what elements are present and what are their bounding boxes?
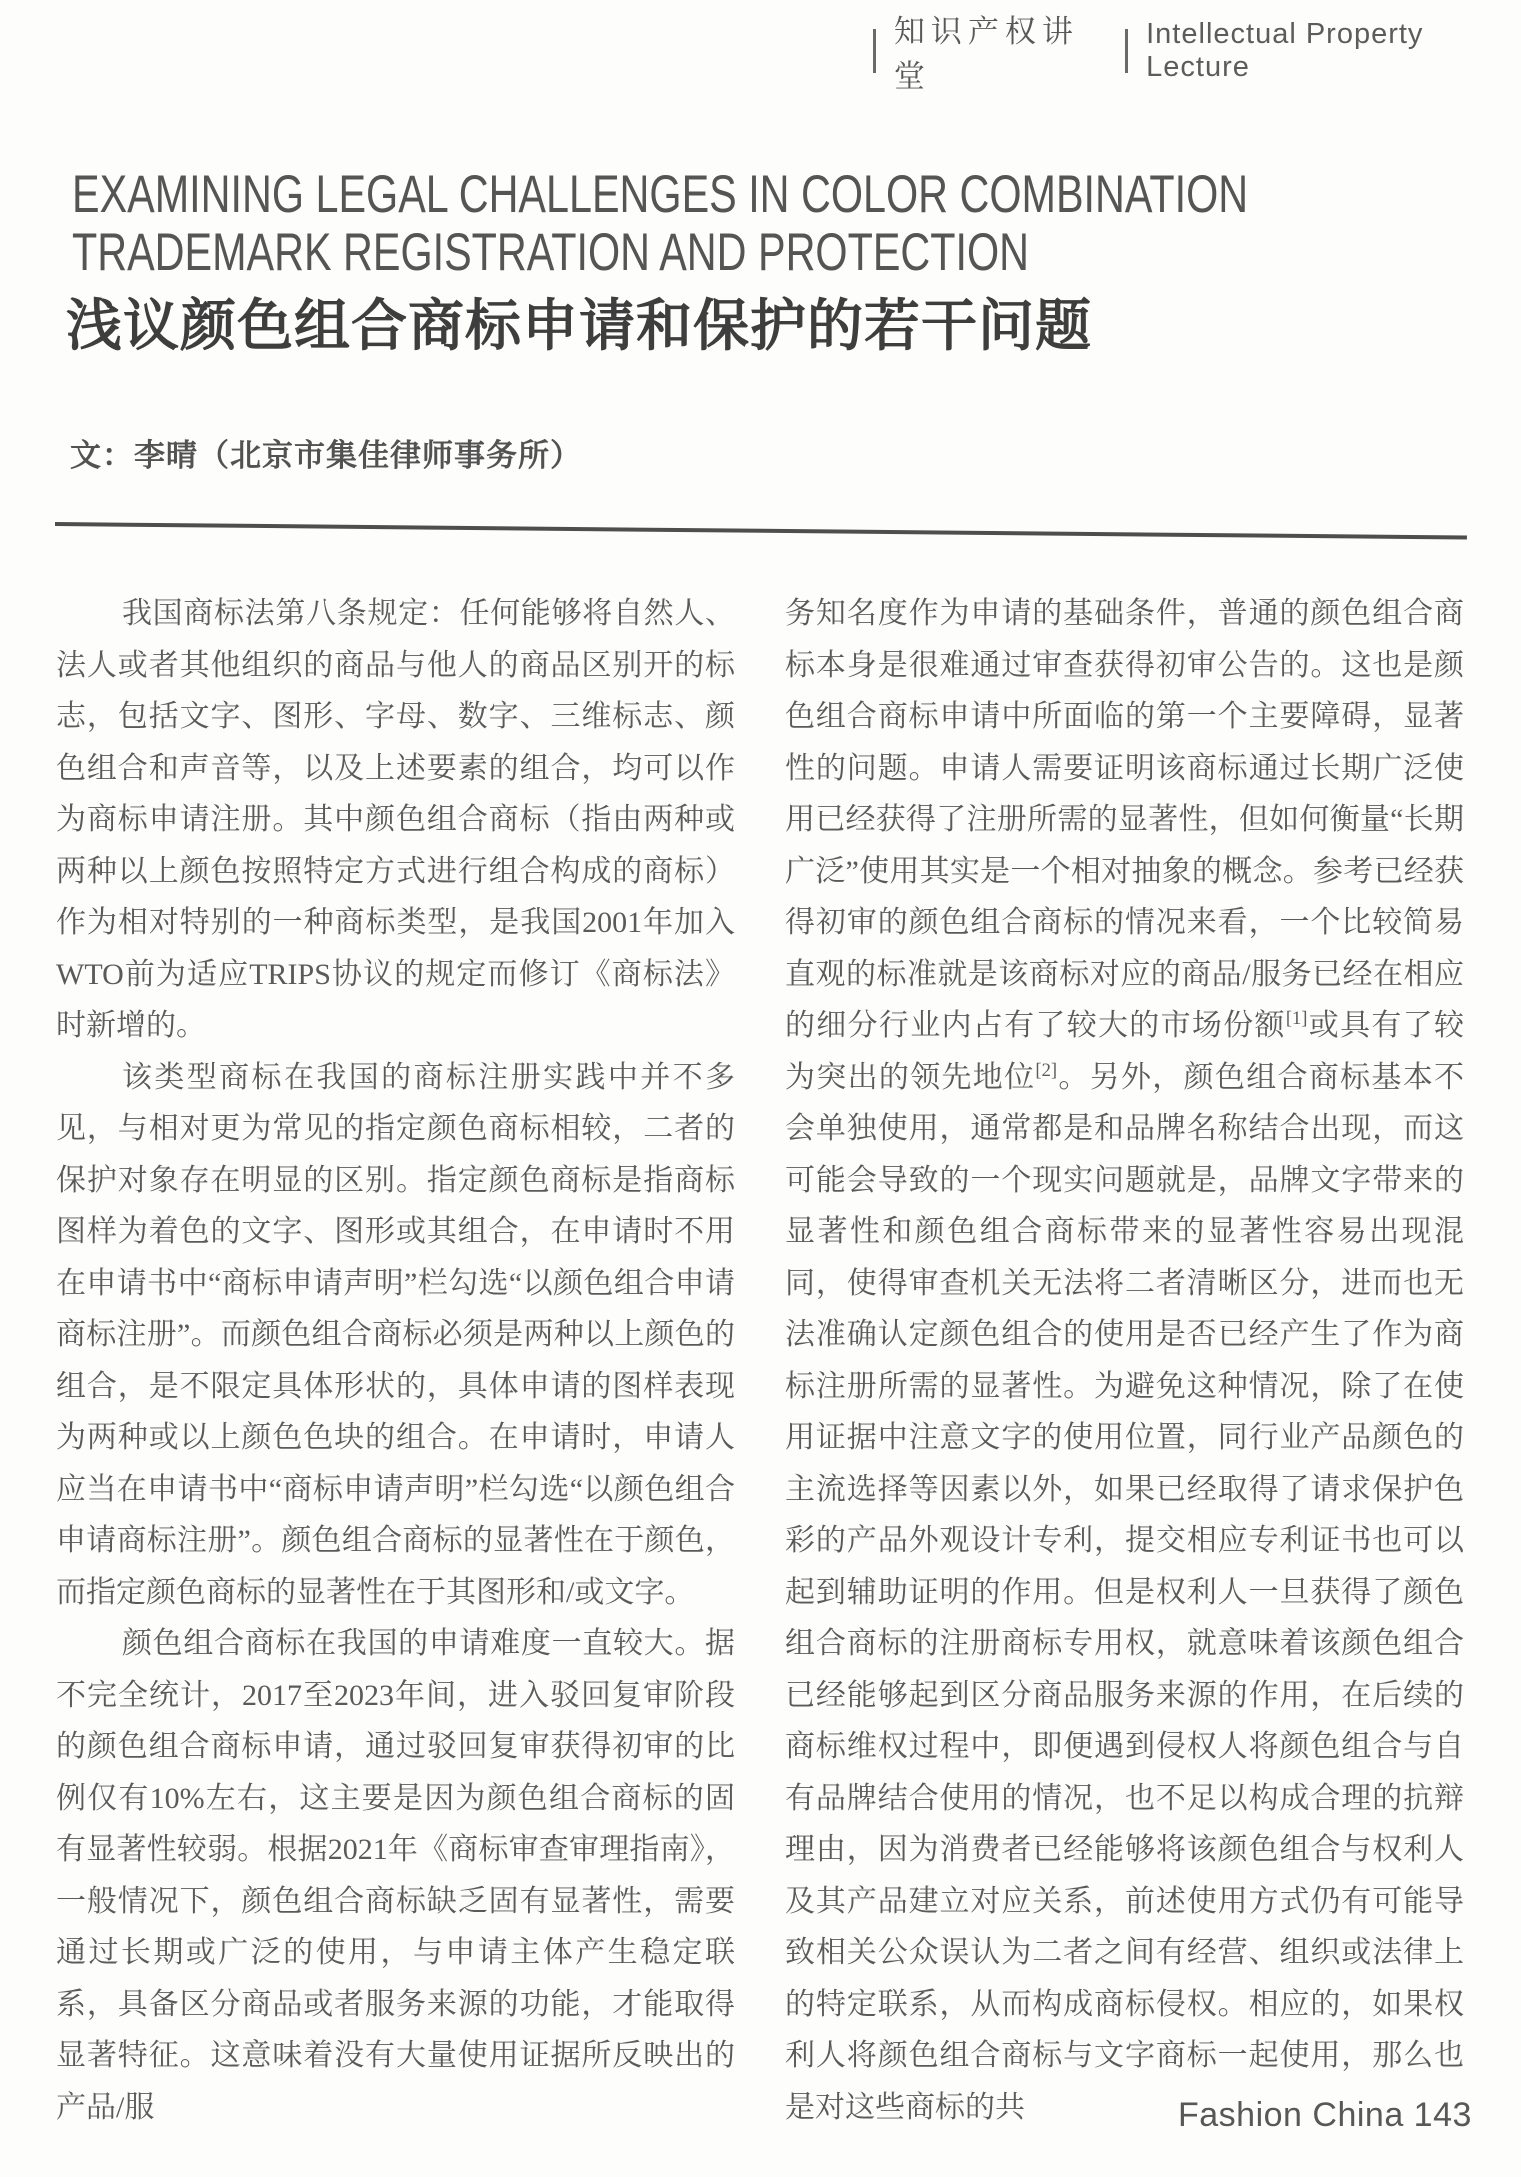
header-divider-bar — [873, 29, 876, 73]
article-title-english — [72, 166, 1248, 282]
header-section-title-cn: 知识产权讲堂 — [893, 14, 1079, 94]
paragraph: 我国商标法第八条规定：任何能够将自然人、法人或者其他组织的商品与他人的商品区别开的标志，包括文字、图形、字母、数字、三维标志、颜色组合和声音等，以及上述要素的组合，均可以作为商标申请注册。其中颜色组合商标（指由两种或两种以上颜色按照特定方式进行组合构成的商标）作为相对特别的一种商标类型，是我国2001年加入WTO前为适应TRIPS协议的规定而修订《商标法》时新增的。 — [56, 597, 735, 1042]
footnote-ref-2: [2] — [1035, 1059, 1058, 1081]
right-column — [785, 588, 1464, 2133]
author-byline: 文：李晴（北京市集佳律师事务所） — [70, 438, 582, 473]
header-divider-bar — [1125, 29, 1128, 73]
article-title-chinese: 浅议颜色组合商标申请和保护的若干问题 — [66, 294, 1092, 357]
body-text: 。另外，颜色组合商标基本不会单独使用，通常都是和品牌名称结合出现，而这可能会导致的一个现实问题就是，品牌文字带来的显著性和颜色组合商标带来的显著性容易出现混同，使得审查机关无法将二者清晰区分，进而也无法准确认定颜色组合的使用是否已经产生了作为商标注册所需的显著性。为避免这种情况，除了在使用证据中注意文字的使用位置，同行业产品颜色的主流选择等因素以外，如果已经取得了请求保护色彩的产品外观设计专利，提交相应专利证书也可以起到辅助证明的作用。但是权利人一旦获得了颜色组合商标的注册商标专用权，就意味着该颜色组合已经能够起到区分商品服务来源的作用，在后续的商标维权过程中，即便遇到侵权人将颜色组合与自有品牌结合使用的情况，也不足以构成合理的抗辩理由，因为消费者已经能够将该颜色组合与权利人及其产品建立对应关系，前述使用方式仍有可能导致相关公众误认为二者之间有经营、组织或法律上的特定联系，从而构成商标侵权。相应的，如果权利人将颜色组合商标与文字商标一起使用，那么也是对这些商标的共 — [785, 1060, 1465, 2124]
body-text: 务知名度作为申请的基础条件，普通的颜色组合商标本身是很难通过审查获得初审公告的。这也是颜色组合商标申请中所面临的第一个主要障碍，显著性的问题。申请人需要证明该商标通过长期广泛使用已经获得了注册所需的显著性，但如何衡量“长期广泛”使用其实是一个相对抽象的概念。参考已经获得初审的颜色组合商标的情况来看，一个比较简易直观的标准就是该商标对应的商品/服务已经在相应的细分行业内占有了较大的市场份额 — [785, 597, 1464, 1042]
header-section-title-en: Intellectual Property Lecture — [1146, 18, 1424, 83]
footnote-ref-1: [1] — [1285, 1008, 1308, 1029]
article-body — [56, 588, 1464, 2133]
page-number-label: Fashion China 143 — [1178, 2096, 1472, 2134]
article-title-english-line1: EXAMINING LEGAL CHALLENGES IN COLOR COMBINATION — [72, 165, 1249, 224]
body-text: 或具有了较为突出的领先地位 — [785, 1009, 1465, 1094]
paragraph: 该类型商标在我国的商标注册实践中并不多见，与相对更为常见的指定颜色商标相较，二者的保护对象存在明显的区别。指定颜色商标是指商标图样为着色的文字、图形或其组合，在申请时不用在申请书中“商标申请声明”栏勾选“以颜色组合申请商标注册”。而颜色组合商标必须是两种以上颜色的组合，是不限定具体形状的，具体申请的图样表现为两种或以上颜色色块的组合。在申请时，申请人应当在申请书中“商标申请声明”栏勾选“以颜色组合申请商标注册”。颜色组合商标的显著性在于颜色，而指定颜色商标的显著性在于其图形和/或文字。 — [56, 1060, 735, 1609]
paragraph: 颜色组合商标在我国的申请难度一直较大。据不完全统计，2017至2023年间，进入驳回复审阶段的颜色组合商标申请，通过驳回复审获得初审的比例仅有10%左右，这主要是因为颜色组合商标的固有显著性较弱。根据2021年《商标审查审理指南》，一般情况下，颜色组合商标缺乏固有显著性，需要通过长期或广泛的使用，与申请主体产生稳定联系，具备区分商品或者服务来源的功能，才能取得显著特征。这意味着没有大量使用证据所反映出的产品/服 — [56, 1627, 735, 2124]
title-divider-rule — [55, 522, 1467, 540]
article-title-english-line2: TRADEMARK REGISTRATION AND PROTECTION — [72, 223, 1030, 282]
paragraph — [785, 588, 1464, 2133]
left-column — [56, 588, 735, 2133]
page-header — [855, 6, 1521, 96]
